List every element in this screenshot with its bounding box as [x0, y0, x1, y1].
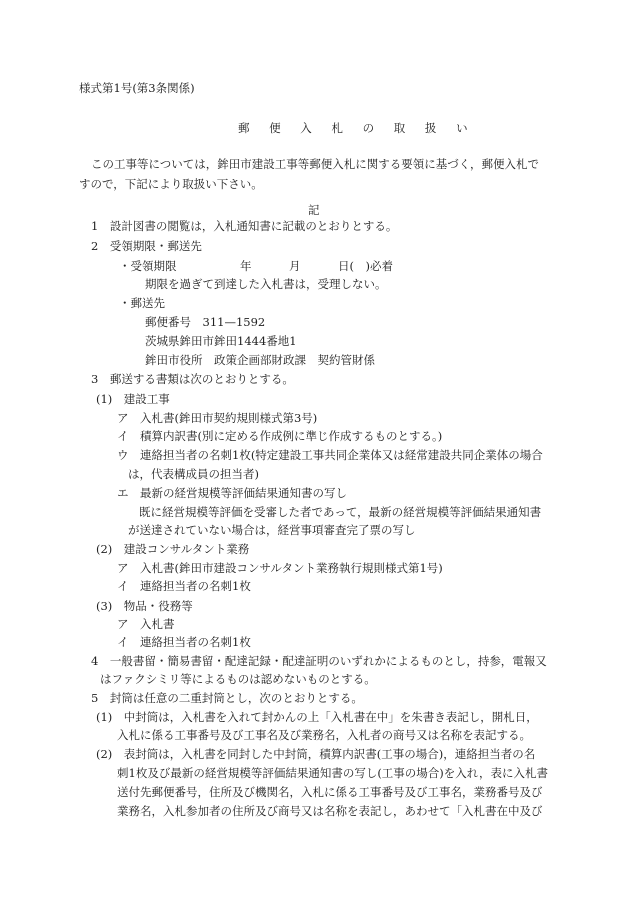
item-5-2-line-3: 送付先郵便番号，住所及び機関名，入札に係る工事番号及び工事名，業務番号及び — [117, 785, 543, 799]
item-4-line-1: 4 一般書留・簡易書留・配達記録・配達証明のいずれかによるものとし，持参，電報又 — [91, 654, 547, 668]
page-title: 郵 便 入 札 の 取 扱 い — [238, 121, 476, 135]
address-postal: 郵便番号 311—1592 — [145, 315, 266, 329]
deadline-note: 期限を過ぎて到達した入札書は，受理しない。 — [145, 277, 387, 291]
ki-heading: 記 — [308, 203, 320, 217]
item-3-3-i: イ 連絡担当者の名刺1枚 — [117, 635, 251, 649]
item-5-2-line-2: 刺1枚及び最新の経営規模等評価結果通知書の写し(工事の場合)を入れ，表に入札書 — [117, 766, 548, 780]
item-3-3-a: ア 入札書 — [117, 617, 175, 631]
item-3-1-u-line-2: は，代表構成員の担当者) — [128, 467, 259, 481]
form-label: 様式第1号(第3条関係) — [79, 81, 195, 95]
item-3: 3 郵送する書類は次のとおりとする。 — [91, 372, 294, 386]
deadline-day: 日( )必着 — [338, 259, 393, 273]
item-5-1-line-2: 入札に係る工事番号及び工事名及び業務名，入札者の商号又は名称を表記する。 — [117, 728, 531, 742]
item-3-1-u-line-1: ウ 連絡担当者の名刺1枚(特定建設工事共同企業体又は経常建設共同企業体の場合 — [117, 448, 543, 462]
intro-line-1: この工事等については，鉾田市建設工事等郵便入札に関する要領に基づく，郵便入札で — [91, 157, 540, 171]
item-3-1-i: イ 積算内訳書(別に定める作成例に準じ作成するものとする。) — [117, 429, 443, 443]
item-3-1-e-line-1: エ 最新の経営規模等評価結果通知書の写し — [117, 486, 347, 500]
address-office: 鉾田市役所 政策企画部財政課 契約管財係 — [145, 353, 375, 367]
item-5: 5 封筒は任意の二重封筒とし，次のとおりとする。 — [91, 691, 363, 705]
deadline-year: 年 — [240, 259, 252, 273]
item-5-1-line-1: (1) 中封筒は，入札書を入れて封かんの上「入札書在中」を朱書き表記し，開札日， — [96, 710, 538, 724]
item-3-2-i: イ 連絡担当者の名刺1枚 — [117, 579, 251, 593]
item-3-1: (1) 建設工事 — [96, 392, 170, 406]
deadline-label: ・受領期限 — [119, 259, 177, 273]
item-3-3: (3) 物品・役務等 — [96, 599, 193, 613]
item-4-line-2: はファクシミリ等によるものは認めないものとする。 — [100, 672, 376, 686]
item-5-2-line-1: (2) 表封筒は，入札書を同封した中封筒，積算内訳書(工事の場合)，連絡担当者の名 — [96, 747, 536, 761]
item-3-2-a: ア 入札書(鉾田市建設コンサルタント業務執行規則様式第1号) — [117, 561, 443, 575]
address-label: ・郵送先 — [119, 296, 165, 310]
item-5-2-line-4: 業務名，入札参加者の住所及び商号又は名称を表記し，あわせて「入札書在中及び — [117, 804, 543, 818]
item-3-1-a: ア 入札書(鉾田市契約規則様式第3号) — [117, 411, 318, 425]
deadline-month: 月 — [289, 259, 301, 273]
item-3-1-e-line-2: 既に経営規模等評価を受審した者であって，最新の経営規模等評価結果通知書 — [139, 505, 542, 519]
item-3-2: (2) 建設コンサルタント業務 — [96, 542, 250, 556]
item-3-1-e-line-3: が送達されていない場合は，経営事項審査完了票の写し — [128, 523, 416, 537]
address-addr: 茨城県鉾田市鉾田1444番地1 — [145, 334, 297, 348]
intro-line-2: すので，下記により取扱い下さい。 — [79, 177, 263, 191]
item-2: 2 受領期限・郵送先 — [91, 239, 202, 253]
item-1: 1 設計図書の閲覧は，入札通知書に記載のとおりとする。 — [91, 219, 398, 233]
